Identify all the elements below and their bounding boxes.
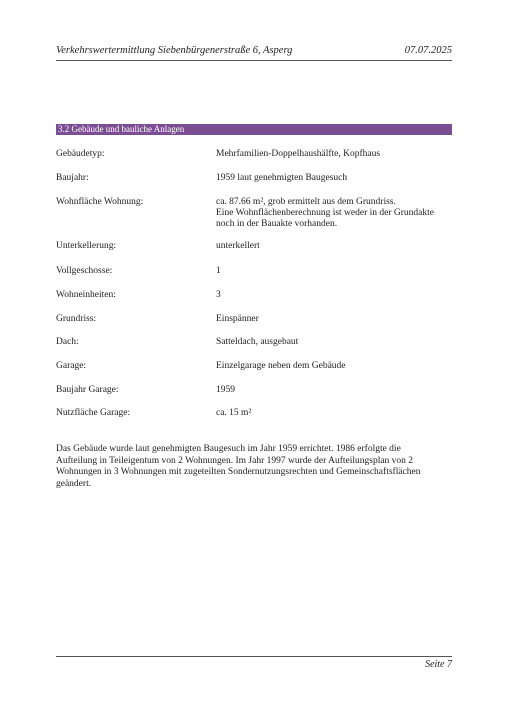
page-header <box>56 44 452 61</box>
footer-divider <box>56 656 452 657</box>
row-label: Unterkellerung: <box>56 241 117 251</box>
row-value-line: 1 <box>216 266 221 276</box>
section-title: 3.2 Gebäude und bauliche Anlagen <box>58 124 185 134</box>
row-value <box>216 385 452 396</box>
row-value <box>216 314 452 325</box>
row-value-line: noch in der Bauakte vorhanden. <box>216 219 338 229</box>
row-label: Wohneinheiten: <box>56 290 116 300</box>
row-label: Vollgeschosse: <box>56 266 113 276</box>
row-value <box>216 290 452 301</box>
row-value-line: ca. 87.66 m², grob ermittelt aus dem Grundriss. <box>216 197 396 207</box>
row-value-line: unterkellert <box>216 241 260 251</box>
row-label: Baujahr: <box>56 173 89 183</box>
row-value <box>216 197 452 230</box>
header-title: Verkehrswertermittlung Siebenbürgenerstraße 6, Asperg <box>56 45 293 56</box>
row-value <box>216 149 452 160</box>
row-value-line: Eine Wohnflächenberechnung ist weder in der Grundakte <box>216 208 435 218</box>
page-number: Seite 7 <box>425 659 452 670</box>
row-value-line: Satteldach, ausgebaut <box>216 337 299 347</box>
row-value <box>216 241 452 252</box>
section-heading-bar <box>56 124 452 135</box>
row-value <box>216 266 452 277</box>
header-date: 07.07.2025 <box>404 45 452 56</box>
row-label: Nutzfläche Garage: <box>56 408 131 418</box>
row-label: Baujahr Garage: <box>56 385 119 395</box>
row-value-line: Einzelgarage neben dem Gebäude <box>216 361 346 371</box>
row-value <box>216 408 452 419</box>
row-value-line: Einspänner <box>216 314 259 324</box>
row-value-line: 1959 laut genehmigten Baugesuch <box>216 173 348 183</box>
description-paragraph: Das Gebäude wurde laut genehmigten Baugesuch im Jahr 1959 errichtet. 1986 erfolgte die Aufteilung in Teileigentum von 2 Wohnungen. Im Jahr 1997 wurde der Aufteilungsplan von 2 Wohnungen in 3 Wohnungen mit zugeteilten Sondernutzungsrechten und Gemeinschaftsflächen geändert. <box>56 444 421 489</box>
row-value-line: 3 <box>216 290 221 300</box>
row-value <box>216 337 452 348</box>
row-label: Wohnfläche Wohnung: <box>56 197 144 207</box>
row-value-line: Mehrfamilien-Doppelhaushälfte, Kopfhaus <box>216 149 381 159</box>
row-label: Gebäudetyp: <box>56 149 105 159</box>
row-value-line: ca. 15 m² <box>216 408 252 418</box>
row-value <box>216 361 452 372</box>
row-label: Garage: <box>56 361 87 371</box>
row-label: Grundriss: <box>56 314 97 324</box>
row-value-line: 1959 <box>216 385 235 395</box>
row-value <box>216 173 452 184</box>
row-label: Dach: <box>56 337 79 347</box>
